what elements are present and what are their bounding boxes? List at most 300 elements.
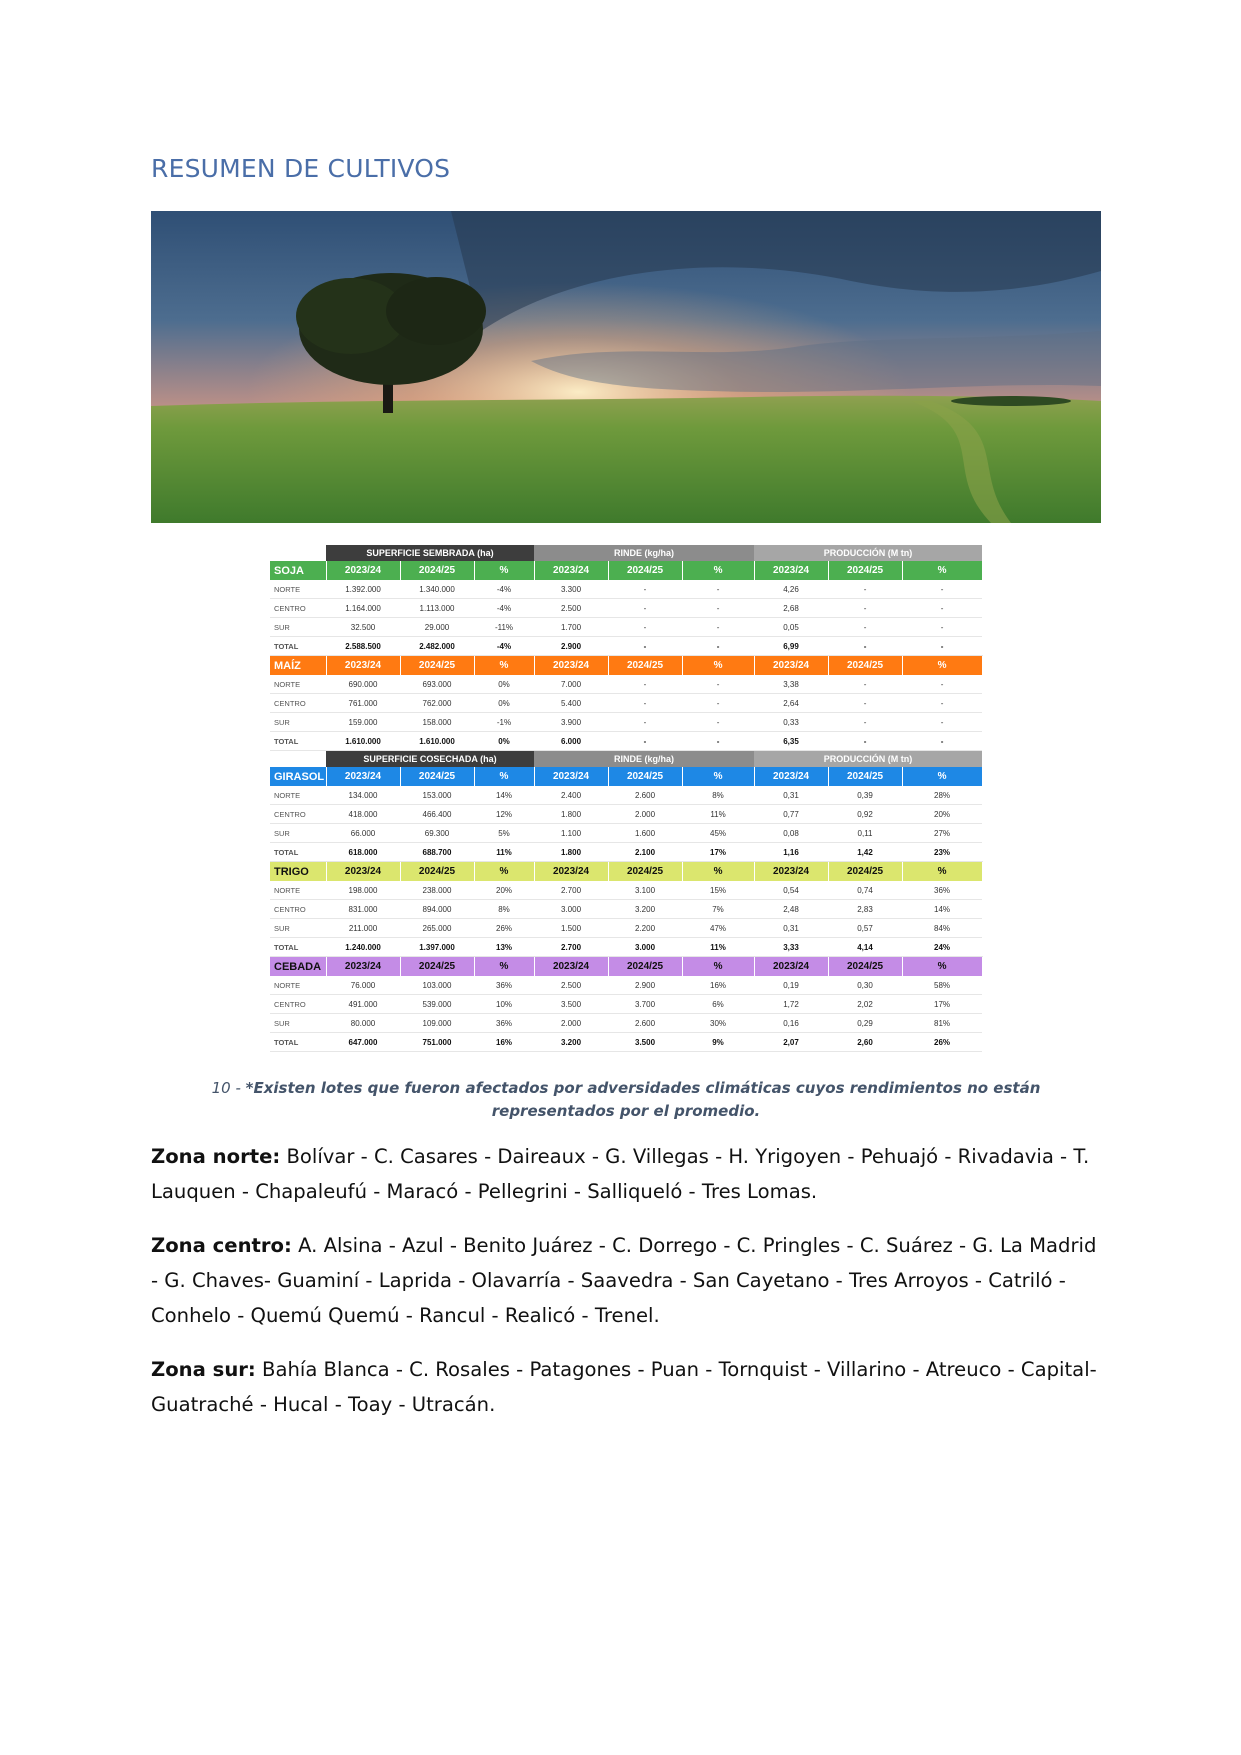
table-cell: 20% bbox=[902, 805, 982, 824]
table-cell: 491.000 bbox=[326, 995, 400, 1014]
caption-number: 10 - bbox=[211, 1079, 246, 1097]
table-cell: 3.300 bbox=[534, 580, 608, 599]
row-label: TOTAL bbox=[270, 732, 326, 751]
table-cell: 10% bbox=[474, 995, 534, 1014]
table-cell: 647.000 bbox=[326, 1033, 400, 1052]
page-title: RESUMEN DE CULTIVOS bbox=[151, 154, 451, 183]
table-cell: 109.000 bbox=[400, 1014, 474, 1033]
crop-header-row bbox=[270, 656, 982, 676]
table-cell: -4% bbox=[474, 637, 534, 656]
table-cell: 0,31 bbox=[754, 919, 828, 938]
table-cell: 3.000 bbox=[608, 938, 682, 957]
table-row bbox=[270, 824, 982, 843]
table-cell: 688.700 bbox=[400, 843, 474, 862]
table-cell: 3.900 bbox=[534, 713, 608, 732]
zone-norte-list: Bolívar - C. Casares - Daireaux - G. Villegas - H. Yrigoyen - Pehuajó - Rivadavia - T. Lauquen - Chapaleufú - Maracó - Pellegrini - Salliqueló - Tres Lomas. bbox=[151, 1145, 1090, 1203]
table-cell: 14% bbox=[902, 900, 982, 919]
zone-centro-label: Zona centro: bbox=[151, 1234, 292, 1257]
table-cell: 3.700 bbox=[608, 995, 682, 1014]
table-row bbox=[270, 599, 982, 618]
table-row bbox=[270, 1033, 982, 1052]
table-cell: - bbox=[902, 732, 982, 751]
table-cell: 24% bbox=[902, 938, 982, 957]
table-row bbox=[270, 580, 982, 599]
table-row bbox=[270, 805, 982, 824]
column-label: 2024/25 bbox=[400, 656, 474, 676]
table-row bbox=[270, 881, 982, 900]
table-cell: 80.000 bbox=[326, 1014, 400, 1033]
group-header-row bbox=[270, 751, 982, 768]
table-cell: - bbox=[902, 618, 982, 637]
table-cell: 2.900 bbox=[534, 637, 608, 656]
column-label: 2024/25 bbox=[828, 957, 902, 977]
table-cell: 2.482.000 bbox=[400, 637, 474, 656]
table-cell: 2.000 bbox=[534, 1014, 608, 1033]
table-cell: - bbox=[828, 618, 902, 637]
table-cell: 153.000 bbox=[400, 786, 474, 805]
table-cell: 1.392.000 bbox=[326, 580, 400, 599]
table-cell: 15% bbox=[682, 881, 754, 900]
column-label: 2024/25 bbox=[828, 656, 902, 676]
crop-name: MAÍZ bbox=[270, 656, 326, 676]
zone-sur-paragraph bbox=[151, 1352, 1101, 1422]
row-label: CENTRO bbox=[270, 805, 326, 824]
column-label: 2024/25 bbox=[400, 767, 474, 786]
table-cell: - bbox=[828, 580, 902, 599]
table-cell: - bbox=[828, 713, 902, 732]
table-cell: 0,29 bbox=[828, 1014, 902, 1033]
table-cell: -1% bbox=[474, 713, 534, 732]
group-header-cell: PRODUCCIÓN (M tn) bbox=[754, 751, 982, 768]
table-cell: 0,77 bbox=[754, 805, 828, 824]
table-cell: 3,38 bbox=[754, 675, 828, 694]
table-cell: - bbox=[902, 580, 982, 599]
table-cell: 1.240.000 bbox=[326, 938, 400, 957]
table-cell: 26% bbox=[474, 919, 534, 938]
table-cell: 26% bbox=[902, 1033, 982, 1052]
column-label: 2024/25 bbox=[608, 957, 682, 977]
table-cell: 0% bbox=[474, 732, 534, 751]
table-row bbox=[270, 900, 982, 919]
table-cell: 3.200 bbox=[608, 900, 682, 919]
column-label: % bbox=[474, 767, 534, 786]
table-cell: 2.200 bbox=[608, 919, 682, 938]
table-cell: 158.000 bbox=[400, 713, 474, 732]
table-cell: - bbox=[608, 599, 682, 618]
row-label: SUR bbox=[270, 919, 326, 938]
field-sunset-photo bbox=[151, 211, 1101, 523]
row-label: NORTE bbox=[270, 675, 326, 694]
table-cell: 3.100 bbox=[608, 881, 682, 900]
group-header-cell: SUPERFICIE COSECHADA (ha) bbox=[326, 751, 534, 768]
table-cell: - bbox=[682, 599, 754, 618]
table-cell: 6,99 bbox=[754, 637, 828, 656]
table-cell: - bbox=[608, 618, 682, 637]
row-label: NORTE bbox=[270, 580, 326, 599]
table-cell: 9% bbox=[682, 1033, 754, 1052]
table-cell: 0,11 bbox=[828, 824, 902, 843]
table-cell: 198.000 bbox=[326, 881, 400, 900]
column-label: 2024/25 bbox=[400, 957, 474, 977]
table-cell: 1.610.000 bbox=[326, 732, 400, 751]
table-cell: 84% bbox=[902, 919, 982, 938]
column-label: % bbox=[474, 862, 534, 882]
table-cell: 6% bbox=[682, 995, 754, 1014]
table-cell: 5% bbox=[474, 824, 534, 843]
column-label: 2024/25 bbox=[608, 767, 682, 786]
table-cell: 690.000 bbox=[326, 675, 400, 694]
table-cell: 159.000 bbox=[326, 713, 400, 732]
table-cell: 16% bbox=[474, 1033, 534, 1052]
table-cell: 69.300 bbox=[400, 824, 474, 843]
table-cell: - bbox=[828, 599, 902, 618]
table-cell: 0,39 bbox=[828, 786, 902, 805]
group-header-cell: RINDE (kg/ha) bbox=[534, 545, 754, 561]
table-cell: 27% bbox=[902, 824, 982, 843]
table-cell: 1.600 bbox=[608, 824, 682, 843]
table-cell: 14% bbox=[474, 786, 534, 805]
column-label: 2023/24 bbox=[326, 862, 400, 882]
table-cell: 265.000 bbox=[400, 919, 474, 938]
table-cell: - bbox=[902, 694, 982, 713]
row-label: SUR bbox=[270, 618, 326, 637]
table-row bbox=[270, 713, 982, 732]
column-label: % bbox=[902, 767, 982, 786]
table-row bbox=[270, 843, 982, 862]
group-header-gap bbox=[270, 751, 326, 768]
table-cell: 36% bbox=[474, 976, 534, 995]
column-label: 2023/24 bbox=[534, 862, 608, 882]
table-cell: 0,16 bbox=[754, 1014, 828, 1033]
column-label: % bbox=[682, 767, 754, 786]
table-cell: 2.100 bbox=[608, 843, 682, 862]
table-cell: - bbox=[902, 675, 982, 694]
table-cell: - bbox=[828, 637, 902, 656]
table-cell: 4,26 bbox=[754, 580, 828, 599]
table-cell: 6,35 bbox=[754, 732, 828, 751]
column-label: 2024/25 bbox=[400, 561, 474, 580]
table-cell: 3.500 bbox=[534, 995, 608, 1014]
column-label: 2023/24 bbox=[326, 957, 400, 977]
table-cell: 66.000 bbox=[326, 824, 400, 843]
column-label: % bbox=[474, 561, 534, 580]
table-cell: 0,33 bbox=[754, 713, 828, 732]
table-cell: 7% bbox=[682, 900, 754, 919]
table-cell: 4,14 bbox=[828, 938, 902, 957]
table-cell: - bbox=[682, 713, 754, 732]
table-cell: 1.340.000 bbox=[400, 580, 474, 599]
table-cell: 2.700 bbox=[534, 881, 608, 900]
table-cell: - bbox=[828, 694, 902, 713]
table-cell: 17% bbox=[902, 995, 982, 1014]
row-label: SUR bbox=[270, 824, 326, 843]
table-cell: 17% bbox=[682, 843, 754, 862]
table-cell: 1.800 bbox=[534, 805, 608, 824]
table-cell: 2,02 bbox=[828, 995, 902, 1014]
table-cell: 1.100 bbox=[534, 824, 608, 843]
row-label: TOTAL bbox=[270, 1033, 326, 1052]
table-cell: 2.600 bbox=[608, 786, 682, 805]
column-label: % bbox=[902, 862, 982, 882]
table-cell: 0,19 bbox=[754, 976, 828, 995]
column-label: 2024/25 bbox=[400, 862, 474, 882]
table-cell: 2.000 bbox=[608, 805, 682, 824]
crop-summary-table bbox=[270, 545, 983, 1052]
table-cell: 45% bbox=[682, 824, 754, 843]
column-label: 2023/24 bbox=[754, 561, 828, 580]
column-label: % bbox=[902, 561, 982, 580]
table-cell: 1.800 bbox=[534, 843, 608, 862]
table-cell: 29.000 bbox=[400, 618, 474, 637]
table-cell: 2.400 bbox=[534, 786, 608, 805]
column-label: % bbox=[682, 561, 754, 580]
row-label: CENTRO bbox=[270, 599, 326, 618]
table-cell: 28% bbox=[902, 786, 982, 805]
zone-sur-label: Zona sur: bbox=[151, 1358, 256, 1381]
table-cell: 693.000 bbox=[400, 675, 474, 694]
table-cell: 1.610.000 bbox=[400, 732, 474, 751]
column-label: 2024/25 bbox=[828, 767, 902, 786]
column-label: 2024/25 bbox=[608, 862, 682, 882]
table-cell: - bbox=[682, 637, 754, 656]
table-cell: 0% bbox=[474, 694, 534, 713]
row-label: CENTRO bbox=[270, 995, 326, 1014]
table-cell: 894.000 bbox=[400, 900, 474, 919]
row-label: TOTAL bbox=[270, 843, 326, 862]
table-row bbox=[270, 919, 982, 938]
table-cell: 36% bbox=[474, 1014, 534, 1033]
row-label: TOTAL bbox=[270, 637, 326, 656]
table-cell: 30% bbox=[682, 1014, 754, 1033]
table-cell: 1,72 bbox=[754, 995, 828, 1014]
table-row bbox=[270, 995, 982, 1014]
zone-sur-list: Bahía Blanca - C. Rosales - Patagones - Puan - Tornquist - Villarino - Atreuco - Capital- Guatraché - Hucal - Toay - Utracán. bbox=[151, 1358, 1097, 1416]
row-label: NORTE bbox=[270, 881, 326, 900]
table-cell: - bbox=[608, 732, 682, 751]
table-cell: 2.500 bbox=[534, 599, 608, 618]
table-cell: - bbox=[682, 675, 754, 694]
table-cell: 11% bbox=[682, 805, 754, 824]
table-cell: 0,54 bbox=[754, 881, 828, 900]
table-cell: -4% bbox=[474, 599, 534, 618]
crop-name: GIRASOL bbox=[270, 767, 326, 786]
crop-header-row bbox=[270, 767, 982, 786]
table-cell: 58% bbox=[902, 976, 982, 995]
table-cell: 762.000 bbox=[400, 694, 474, 713]
table-cell: - bbox=[902, 637, 982, 656]
column-label: 2023/24 bbox=[754, 862, 828, 882]
column-label: % bbox=[682, 862, 754, 882]
table-cell: 0,92 bbox=[828, 805, 902, 824]
row-label: NORTE bbox=[270, 786, 326, 805]
table-row bbox=[270, 938, 982, 957]
table-cell: - bbox=[608, 637, 682, 656]
column-label: % bbox=[902, 656, 982, 676]
table-cell: - bbox=[828, 732, 902, 751]
crop-name: SOJA bbox=[270, 561, 326, 580]
column-label: 2023/24 bbox=[754, 957, 828, 977]
column-label: 2023/24 bbox=[534, 561, 608, 580]
table-cell: 831.000 bbox=[326, 900, 400, 919]
table-cell: 11% bbox=[682, 938, 754, 957]
table-cell: 211.000 bbox=[326, 919, 400, 938]
zone-norte-paragraph bbox=[151, 1139, 1101, 1209]
table-cell: 103.000 bbox=[400, 976, 474, 995]
table-cell: 1.500 bbox=[534, 919, 608, 938]
table-cell: 0,08 bbox=[754, 824, 828, 843]
table-row bbox=[270, 786, 982, 805]
table-cell: 418.000 bbox=[326, 805, 400, 824]
row-label: CENTRO bbox=[270, 694, 326, 713]
table-cell: - bbox=[682, 618, 754, 637]
table-cell: 20% bbox=[474, 881, 534, 900]
table-cell: 16% bbox=[682, 976, 754, 995]
row-label: TOTAL bbox=[270, 938, 326, 957]
table-row bbox=[270, 1014, 982, 1033]
table-cell: 1,16 bbox=[754, 843, 828, 862]
table-cell: - bbox=[608, 694, 682, 713]
table-row bbox=[270, 732, 982, 751]
table-cell: 134.000 bbox=[326, 786, 400, 805]
column-label: 2023/24 bbox=[754, 767, 828, 786]
row-label: SUR bbox=[270, 713, 326, 732]
table-cell: 539.000 bbox=[400, 995, 474, 1014]
table-cell: - bbox=[902, 599, 982, 618]
table-cell: 3.500 bbox=[608, 1033, 682, 1052]
table-cell: - bbox=[608, 675, 682, 694]
table-cell: 13% bbox=[474, 938, 534, 957]
column-label: 2024/25 bbox=[828, 561, 902, 580]
column-label: % bbox=[474, 656, 534, 676]
table-cell: 0,31 bbox=[754, 786, 828, 805]
row-label: SUR bbox=[270, 1014, 326, 1033]
table-row bbox=[270, 675, 982, 694]
table-cell: - bbox=[682, 580, 754, 599]
crop-name: CEBADA bbox=[270, 957, 326, 977]
table-cell: 3.000 bbox=[534, 900, 608, 919]
table-cell: - bbox=[682, 694, 754, 713]
column-label: % bbox=[682, 656, 754, 676]
table-cell: 2,68 bbox=[754, 599, 828, 618]
table-cell: - bbox=[828, 675, 902, 694]
table-cell: 2,48 bbox=[754, 900, 828, 919]
group-header-cell: SUPERFICIE SEMBRADA (ha) bbox=[326, 545, 534, 561]
zone-norte-label: Zona norte: bbox=[151, 1145, 281, 1168]
table-cell: 1.113.000 bbox=[400, 599, 474, 618]
table-cell: 0,74 bbox=[828, 881, 902, 900]
zone-centro-paragraph bbox=[151, 1228, 1101, 1333]
table-cell: 3.200 bbox=[534, 1033, 608, 1052]
table-cell: 2,07 bbox=[754, 1033, 828, 1052]
table-cell: 8% bbox=[474, 900, 534, 919]
table-cell: 2,64 bbox=[754, 694, 828, 713]
column-label: 2024/25 bbox=[608, 561, 682, 580]
group-header-row bbox=[270, 545, 982, 561]
crop-name: TRIGO bbox=[270, 862, 326, 882]
row-label: NORTE bbox=[270, 976, 326, 995]
table-cell: -4% bbox=[474, 580, 534, 599]
table-cell: 466.400 bbox=[400, 805, 474, 824]
column-label: 2023/24 bbox=[326, 767, 400, 786]
crop-header-row bbox=[270, 957, 982, 977]
table-cell: 1,42 bbox=[828, 843, 902, 862]
table-cell: 23% bbox=[902, 843, 982, 862]
column-label: % bbox=[682, 957, 754, 977]
table-cell: 238.000 bbox=[400, 881, 474, 900]
column-label: 2023/24 bbox=[534, 767, 608, 786]
table-cell: 12% bbox=[474, 805, 534, 824]
table-cell: 1.700 bbox=[534, 618, 608, 637]
group-header-cell: PRODUCCIÓN (M tn) bbox=[754, 545, 982, 561]
table-row bbox=[270, 976, 982, 995]
row-label: CENTRO bbox=[270, 900, 326, 919]
table-cell: - bbox=[608, 580, 682, 599]
table-caption bbox=[151, 1077, 1101, 1123]
table-cell: 8% bbox=[682, 786, 754, 805]
table-cell: 7.000 bbox=[534, 675, 608, 694]
caption-text: *Existen lotes que fueron afectados por adversidades climáticas cuyos rendimientos no están representados por el promedio. bbox=[245, 1079, 1041, 1120]
table-cell: 2.588.500 bbox=[326, 637, 400, 656]
table-cell: 81% bbox=[902, 1014, 982, 1033]
table-cell: 36% bbox=[902, 881, 982, 900]
table-cell: 751.000 bbox=[400, 1033, 474, 1052]
column-label: 2024/25 bbox=[828, 862, 902, 882]
table-cell: 761.000 bbox=[326, 694, 400, 713]
crop-header-row bbox=[270, 561, 982, 580]
column-label: % bbox=[474, 957, 534, 977]
table-cell: 1.397.000 bbox=[400, 938, 474, 957]
table-cell: 2.500 bbox=[534, 976, 608, 995]
table-cell: 76.000 bbox=[326, 976, 400, 995]
table-cell: - bbox=[682, 732, 754, 751]
table-cell: 0% bbox=[474, 675, 534, 694]
table-cell: 11% bbox=[474, 843, 534, 862]
group-header-cell: RINDE (kg/ha) bbox=[534, 751, 754, 768]
table-cell: 618.000 bbox=[326, 843, 400, 862]
table-cell: 6.000 bbox=[534, 732, 608, 751]
table-cell: -11% bbox=[474, 618, 534, 637]
zone-centro-list: A. Alsina - Azul - Benito Juárez - C. Dorrego - C. Pringles - C. Suárez - G. La Madrid - G. Chaves- Guaminí - Laprida - Olavarría - Saavedra - San Cayetano - Tres Arroyos - Catriló - Conhelo - Quemú Quemú - Rancul - Realicó - Trenel. bbox=[151, 1234, 1097, 1327]
table-cell: 0,30 bbox=[828, 976, 902, 995]
column-label: 2023/24 bbox=[754, 656, 828, 676]
table-cell: 1.164.000 bbox=[326, 599, 400, 618]
table-cell: 2.700 bbox=[534, 938, 608, 957]
table-cell: - bbox=[902, 713, 982, 732]
table-cell: 2,83 bbox=[828, 900, 902, 919]
table-cell: 2.900 bbox=[608, 976, 682, 995]
column-label: 2023/24 bbox=[534, 957, 608, 977]
crop-header-row bbox=[270, 862, 982, 882]
column-label: 2024/25 bbox=[608, 656, 682, 676]
group-header-gap bbox=[270, 545, 326, 561]
table-cell: 47% bbox=[682, 919, 754, 938]
column-label: 2023/24 bbox=[534, 656, 608, 676]
table-cell: 2,60 bbox=[828, 1033, 902, 1052]
column-label: 2023/24 bbox=[326, 561, 400, 580]
table-cell: - bbox=[608, 713, 682, 732]
table-cell: 5.400 bbox=[534, 694, 608, 713]
table-cell: 2.600 bbox=[608, 1014, 682, 1033]
table-row bbox=[270, 637, 982, 656]
table-cell: 0,57 bbox=[828, 919, 902, 938]
column-label: 2023/24 bbox=[326, 656, 400, 676]
column-label: % bbox=[902, 957, 982, 977]
table-row bbox=[270, 618, 982, 637]
table-cell: 0,05 bbox=[754, 618, 828, 637]
table-cell: 32.500 bbox=[326, 618, 400, 637]
table-row bbox=[270, 694, 982, 713]
table-cell: 3,33 bbox=[754, 938, 828, 957]
